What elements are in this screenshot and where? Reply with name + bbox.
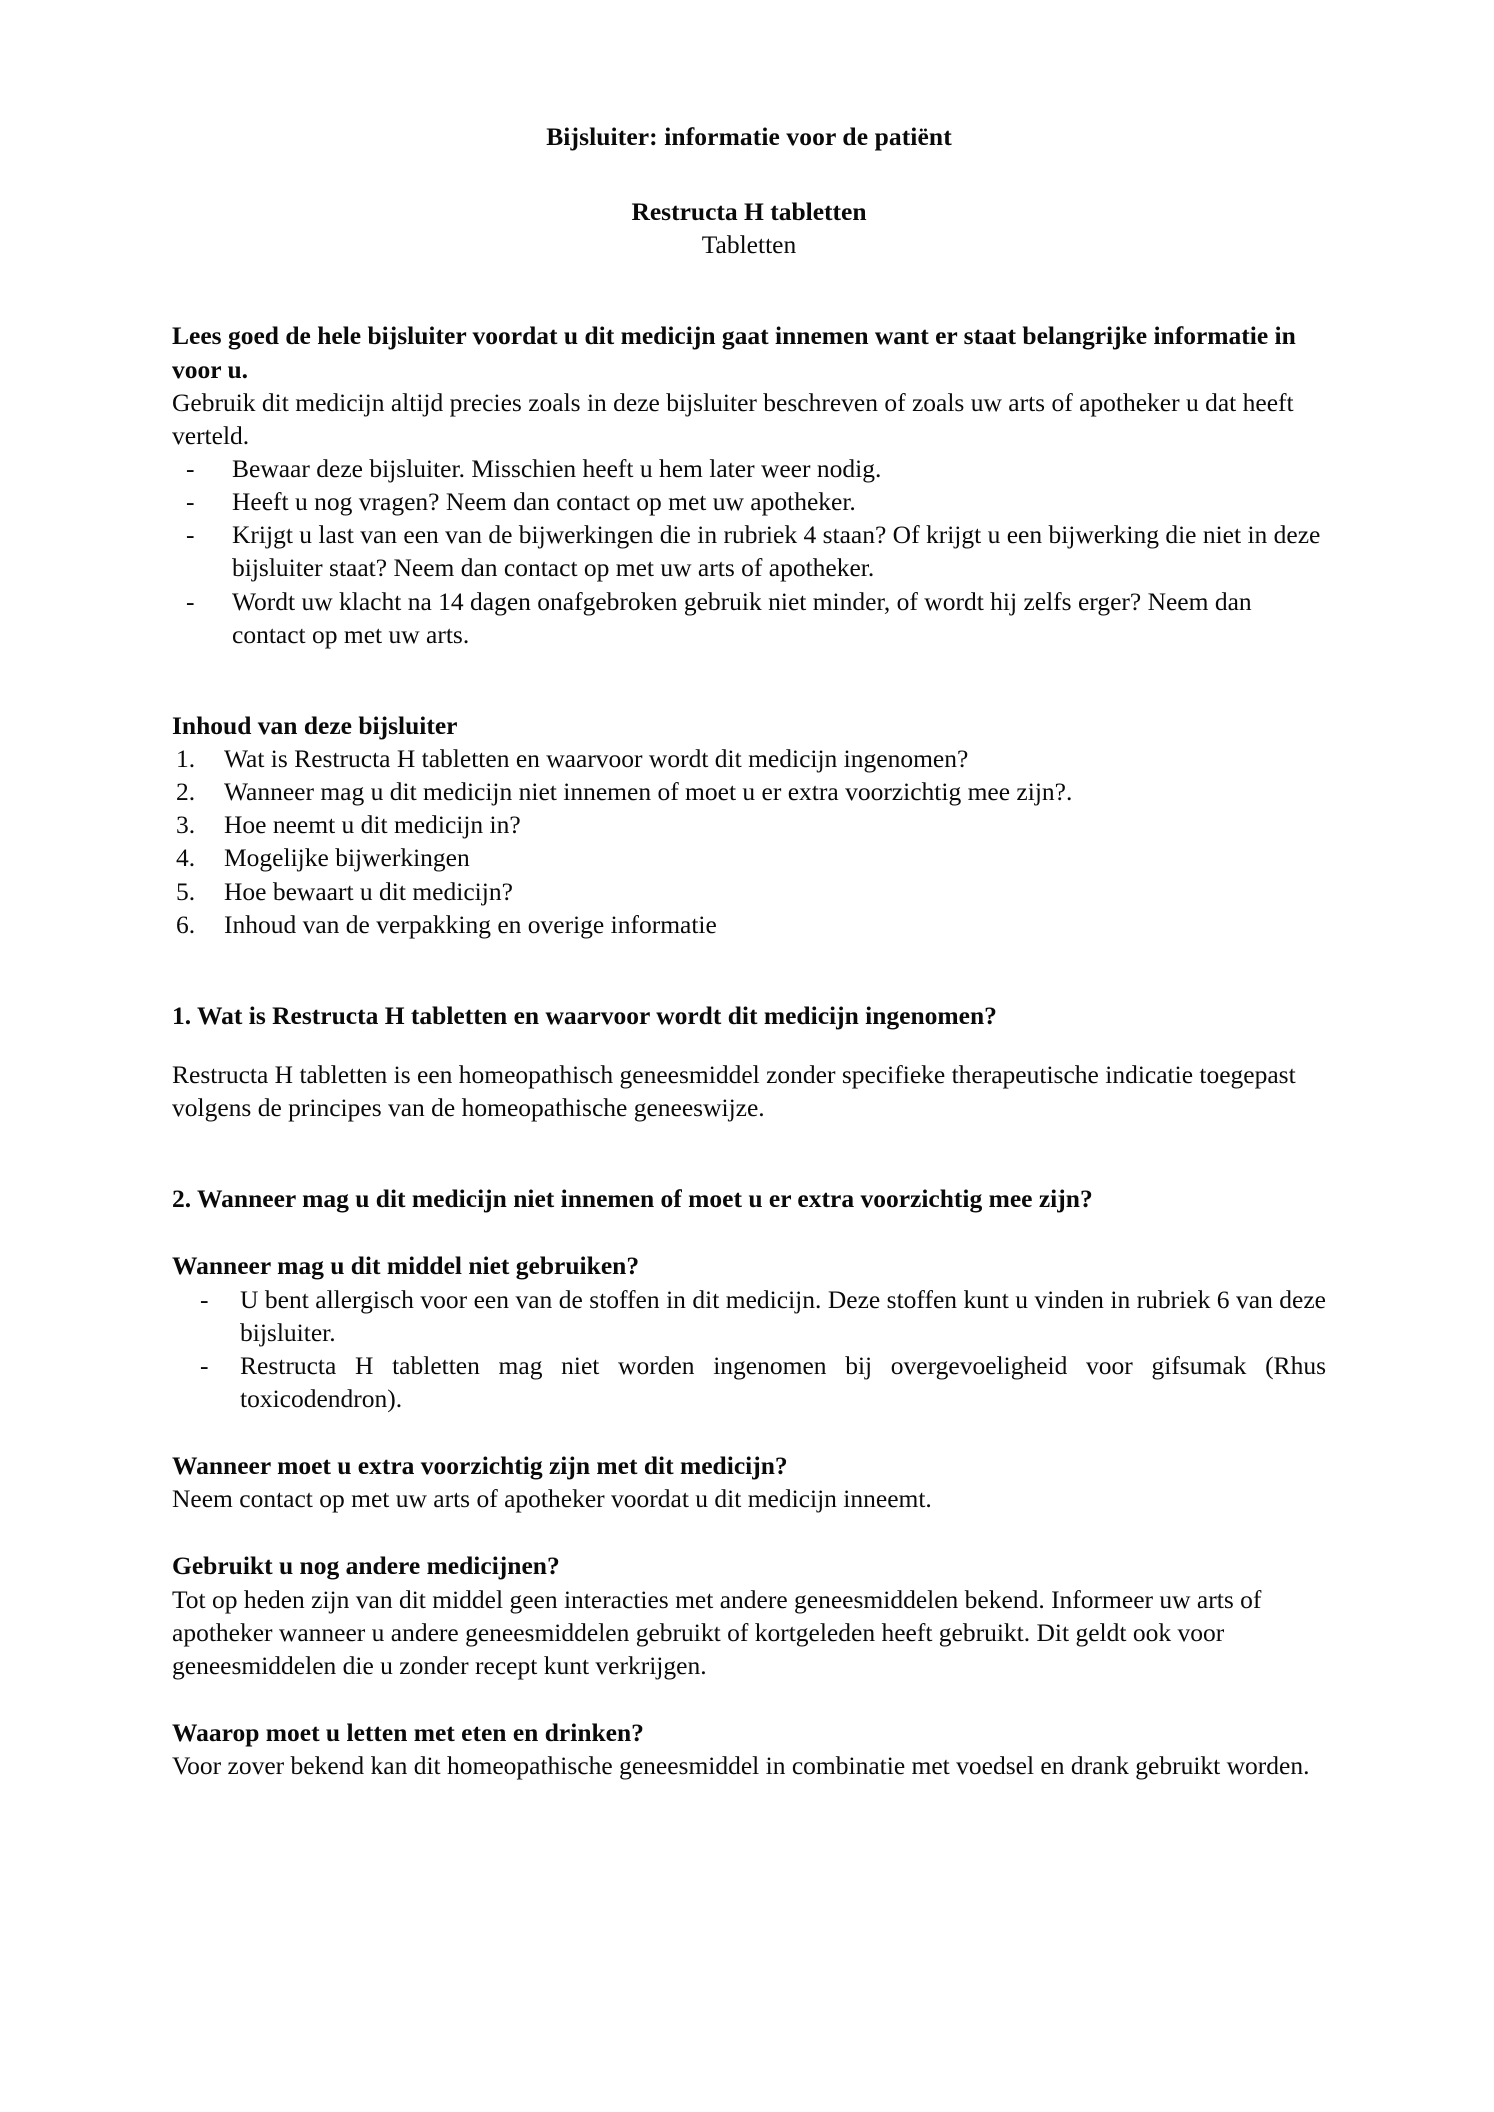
list-item [172, 452, 1326, 485]
dash-bullet-icon: - [186, 487, 195, 517]
section-2-careful-heading: Wanneer moet u extra voorzichtig zijn met dit medicijn? [172, 1451, 788, 1481]
list-item [172, 742, 1326, 775]
dash-bullet-icon: - [200, 1284, 209, 1314]
section-2-food-drink-paragraph: Voor zover bekend kan dit homeopathische geneesmiddel in combinatie met voedsel en drank gebruikt worden. [172, 1751, 1310, 1781]
section-1-paragraph: Restructa H tabletten is een homeopathisch geneesmiddel zonder specifieke therapeutische indicatie toegepast volgens de principes van de homeopathische geneeswijze. [172, 1059, 1296, 1123]
spacer [172, 651, 1326, 709]
dash-bullet-icon: - [200, 1350, 209, 1380]
list-item-label: Heeft u nog vragen? Neem dan contact op met uw apotheker. [232, 487, 856, 517]
list-item-label: Krijgt u last van een van de bijwerkingen die in rubriek 4 staan? Of krijgt u een bijwerking die niet in deze bijsluiter staat? Neem dan contact op met uw arts of apotheker. [232, 520, 1321, 583]
list-item [172, 841, 1326, 874]
section-2-careful-paragraph: Neem contact op met uw arts of apotheker voordat u dit medicijn inneemt. [172, 1484, 932, 1514]
toc-item-label: Wanneer mag u dit medicijn niet innemen of moet u er extra voorzichtig mee zijn?. [224, 777, 1073, 807]
list-item-label: U bent allergisch voor een van de stoffen in dit medicijn. Deze stoffen kunt u vinden in rubriek 6 van deze bijsluiter. [240, 1284, 1326, 1347]
list-item [172, 1283, 1326, 1349]
spacer [172, 161, 1326, 195]
spacer [172, 1415, 1326, 1449]
section-1-heading: 1. Wat is Restructa H tabletten en waarvoor wordt dit medicijn ingenomen? [172, 1000, 997, 1030]
list-item-label: Restructa H tabletten mag niet worden ingenomen bij overgevoeligheid voor gifsumak (Rhus toxicodendron). [240, 1350, 1326, 1413]
spacer [172, 1032, 1326, 1058]
dash-bullet-icon: - [186, 586, 195, 616]
toc-item-number: 4. [176, 843, 196, 873]
product-name: Restructa H tabletten [631, 197, 867, 227]
section-2-other-meds-heading: Gebruikt u nog andere medicijnen? [172, 1551, 560, 1581]
list-item [172, 518, 1326, 584]
list-item [172, 485, 1326, 518]
section-2-food-drink-heading: Waarop moet u letten met eten en drinken? [172, 1717, 644, 1747]
section-2-not-use-bullet-list [172, 1283, 1326, 1416]
list-item [172, 808, 1326, 841]
table-of-contents [172, 742, 1326, 941]
toc-item-label: Mogelijke bijwerkingen [224, 843, 470, 873]
lead-bold-warning: Lees goed de hele bijsluiter voordat u dit medicijn gaat innemen want er staat belangrijke informatie in voor u. [172, 321, 1296, 384]
list-item-label: Wordt uw klacht na 14 dagen onafgebroken gebruik niet minder, of wordt hij zelfs erger? Neem dan contact op met uw arts. [232, 586, 1252, 649]
spacer [172, 1215, 1326, 1249]
lead-bullet-list [172, 452, 1326, 651]
spacer [172, 1124, 1326, 1182]
toc-item-label: Hoe neemt u dit medicijn in? [224, 810, 521, 840]
list-item [172, 908, 1326, 941]
list-item-label: Bewaar deze bijsluiter. Misschien heeft u hem later weer nodig. [232, 453, 882, 483]
toc-item-label: Wat is Restructa H tabletten en waarvoor wordt dit medicijn ingenomen? [224, 743, 969, 773]
toc-item-number: 2. [176, 777, 196, 807]
dash-bullet-icon: - [186, 520, 195, 550]
document-body [172, 120, 1326, 1782]
toc-heading: Inhoud van deze bijsluiter [172, 710, 458, 740]
toc-item-label: Hoe bewaart u dit medicijn? [224, 876, 513, 906]
product-form: Tabletten [701, 230, 797, 260]
toc-item-number: 3. [176, 810, 196, 840]
toc-item-number: 6. [176, 909, 196, 939]
spacer [172, 261, 1326, 319]
toc-item-label: Inhoud van de verpakking en overige informatie [224, 909, 717, 939]
list-item [172, 775, 1326, 808]
document-header-title: Bijsluiter: informatie voor de patiënt [546, 122, 952, 151]
list-item [172, 585, 1326, 651]
toc-item-number: 5. [176, 876, 196, 906]
list-item [172, 875, 1326, 908]
section-2-heading: 2. Wanneer mag u dit medicijn niet innemen of moet u er extra voorzichtig mee zijn? [172, 1184, 1093, 1214]
dash-bullet-icon: - [186, 453, 195, 483]
spacer [172, 1515, 1326, 1549]
toc-item-number: 1. [176, 743, 196, 773]
spacer [172, 1682, 1326, 1716]
lead-paragraph: Gebruik dit medicijn altijd precies zoals in deze bijsluiter beschreven of zoals uw arts of apotheker u dat heeft verteld. [172, 387, 1294, 450]
section-2-not-use-heading: Wanneer mag u dit middel niet gebruiken? [172, 1251, 640, 1281]
list-item [172, 1349, 1326, 1415]
section-2-other-meds-paragraph: Tot op heden zijn van dit middel geen interacties met andere geneesmiddelen bekend. Informeer uw arts of apotheker wanneer u andere geneesmiddelen gebruikt of kortgeleden heeft gebruikt. Dit geldt ook voor geneesmiddelen die u zonder recept kunt verkrijgen. [172, 1584, 1262, 1680]
spacer [172, 941, 1326, 999]
